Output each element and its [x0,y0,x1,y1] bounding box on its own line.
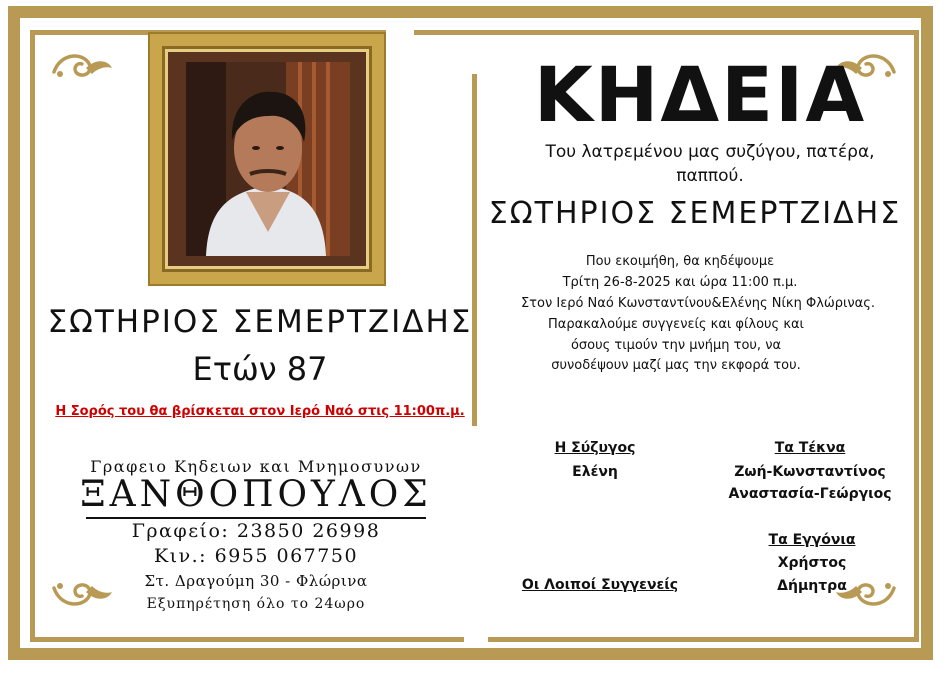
deceased-age: Ετών 87 [192,350,328,388]
announcement-line: Στον Ιερό Ναό Κωνσταντίνου&Ελένης Νίκη Φλώρινας. [520,296,876,311]
intro-line-1: Του λατρεμένου μας συζύγου, πατέρα, [545,142,875,162]
announcement-line: Που εκοιμήθη, θα κηδέψουμε [585,254,775,269]
frame-gap-bottom [464,636,488,648]
intro-line-2: παππού. [676,166,744,186]
grandchildren-label: Τα Εγγόνια [768,532,856,548]
child-name: Ζωή-Κωνσταντίνος [734,464,886,480]
relatives-label: Οι Λοιποί Συγγενείς [521,577,679,593]
announcement-line: όσους τιμούν την μνήμη του, να [570,338,782,353]
children-label: Τα Τέκνα [774,440,846,456]
child-name: Αναστασία-Γεώργιος [728,486,892,502]
funeral-office-phone: Γραφείο: 23850 26998 [131,520,381,542]
portrait-image-icon [186,62,350,256]
funeral-office-underline [86,517,426,519]
funeral-office-hours: Εξυπηρέτηση όλο το 24ωρο [146,596,366,612]
funeral-office-address: Στ. Δραγούμη 30 - Φλώρινα [144,572,368,590]
announcement-line: Παρακαλούμε συγγενείς και φίλους και [548,317,804,332]
funeral-office-title: Γραφειο Κηδειων και Μνημοσυνων [90,457,422,476]
grandchild-name: Δήμητρα [777,578,847,594]
funeral-office-name: ΞΑΝΘΟΠΟΥΛΟΣ [80,474,432,515]
page-title: ΚΗΔΕΙΑ [533,50,867,139]
announcement-line: Τρίτη 26-8-2025 και ώρα 11:00 π.μ. [562,275,798,290]
spouse-name: Ελένη [572,464,618,480]
frame-gap-top [386,26,414,38]
announcement-line: συνοδέψουν μαζί μας την εκφορά του. [551,358,801,373]
casket-note: Η Σορός του θα βρίσκεται στον Ιερό Ναό στις 11:00π.μ. [55,404,465,419]
deceased-name-right: ΣΩΤΗΡΙΟΣ ΣΕΜΕΡΤΖΙΔΗΣ [488,196,902,231]
grandchild-name: Χρήστος [777,555,847,571]
portrait-photo [186,62,350,256]
funeral-office-mobile: Κιν.: 6955 067750 [153,545,359,567]
scroll-ornament-icon [50,48,116,82]
deceased-name-left: ΣΩΤΗΡΙΟΣ ΣΕΜΕΡΤΖΙΔΗΣ [47,304,473,340]
spouse-label: Η Σύζυγος [554,440,636,456]
